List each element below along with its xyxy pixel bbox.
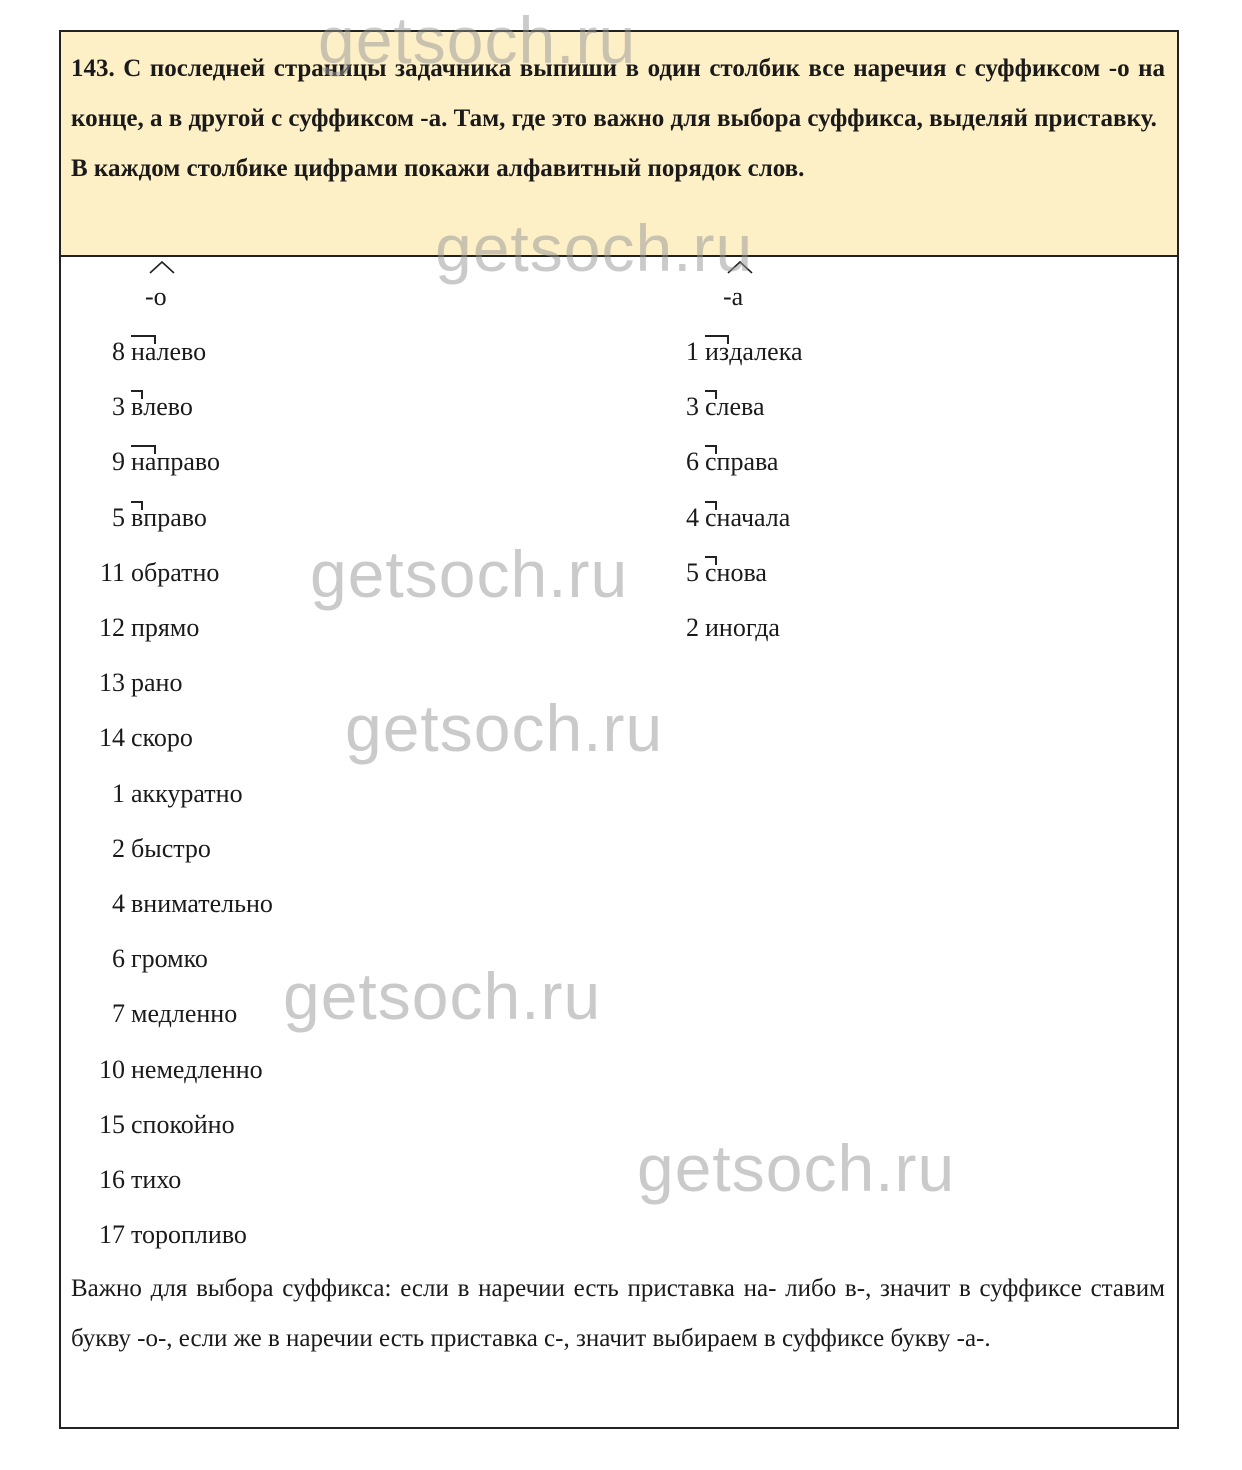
- adverb-stem: медленно: [131, 999, 238, 1029]
- watermark: getsoch.ru: [345, 691, 664, 765]
- adverb-word: [131, 387, 193, 427]
- adverb-stem: право: [143, 502, 207, 532]
- adverb-word: [131, 498, 207, 538]
- adverb-word: [131, 442, 220, 482]
- adverb-stem: обратно: [131, 557, 220, 587]
- rule-note: [71, 1264, 1165, 1364]
- adverb-stem: прямо: [131, 613, 200, 642]
- adverb-row: [93, 939, 208, 979]
- order-number: 3: [112, 392, 125, 422]
- answer-frame: [59, 30, 1179, 1429]
- adverb-stem: иногда: [705, 613, 780, 642]
- adverb-stem: лево: [143, 392, 193, 422]
- adverb-stem: лева: [716, 392, 765, 422]
- adverb-stem: лево: [156, 337, 207, 366]
- watermark: getsoch.ru: [637, 1131, 956, 1205]
- order-number: 15: [99, 1109, 125, 1139]
- adverb-row: [93, 498, 207, 538]
- adverb-stem: громко: [131, 944, 208, 974]
- adverb-stem: быстро: [131, 833, 211, 863]
- adverb-stem: рано: [131, 668, 183, 698]
- suffix-a-header: [723, 282, 743, 312]
- watermark: getsoch.ru: [310, 537, 629, 611]
- adverb-row: [93, 994, 237, 1034]
- adverb-stem: скоро: [131, 723, 193, 753]
- task-instruction: С последней страницы задачника выпиши в один столбик все наречия с суффиксом -о на конце, а в другой с суффиксом -а. Там, где это важно для выбора суффикса, выделяй приставку.: [71, 55, 1166, 132]
- order-number: 13: [99, 668, 125, 698]
- order-number: 9: [112, 447, 125, 477]
- adverb-word: [131, 663, 182, 703]
- order-number: 6: [686, 447, 699, 477]
- adverb-word: [131, 994, 237, 1034]
- adverb-word: [131, 884, 273, 924]
- adverb-stem: права: [716, 447, 779, 477]
- adverb-row: [679, 608, 780, 648]
- adverb-stem: далека: [729, 337, 803, 366]
- prefix-mark: в: [131, 387, 143, 427]
- task-text: [71, 44, 1165, 144]
- watermark: getsoch.ru: [283, 959, 602, 1033]
- adverb-stem: торопливо: [131, 1220, 247, 1250]
- adverb-word: [131, 553, 219, 593]
- order-number: 7: [112, 999, 125, 1029]
- adverb-row: [93, 332, 206, 372]
- adverb-word: [131, 939, 208, 979]
- adverb-stem: немедленно: [131, 1054, 263, 1084]
- adverb-stem: начала: [716, 502, 791, 532]
- adverb-row: [93, 442, 220, 482]
- suffix-o-label: -о: [145, 282, 167, 311]
- adverb-row: [679, 387, 765, 427]
- order-number: 2: [112, 833, 125, 863]
- order-number: 12: [99, 613, 125, 642]
- adverb-row: [679, 553, 767, 593]
- adverb-word: [705, 553, 767, 593]
- adverb-row: [93, 774, 243, 814]
- adverb-stem: тихо: [131, 1165, 182, 1194]
- adverb-word: [131, 1160, 181, 1200]
- watermark: getsoch.ru: [318, 3, 637, 77]
- adverb-row: [93, 718, 193, 758]
- order-number: 3: [686, 392, 699, 422]
- adverb-word: [131, 718, 193, 758]
- adverb-word: [131, 1105, 235, 1145]
- suffix-arc-icon: [727, 260, 753, 274]
- prefix-mark: из: [705, 332, 729, 372]
- adverb-word: [705, 442, 778, 482]
- adverb-stem: спокойно: [131, 1109, 235, 1139]
- adverb-row: [679, 498, 790, 538]
- order-number: 4: [112, 889, 125, 918]
- order-number: 16: [99, 1165, 125, 1194]
- adverb-word: [131, 1050, 263, 1090]
- prefix-mark: с: [705, 553, 717, 593]
- adverb-row: [93, 608, 199, 648]
- adverb-stem: нова: [716, 557, 767, 587]
- adverb-stem: внимательно: [131, 889, 273, 918]
- rule-note-text: Важно для выбора суффикса: если в наречии есть приставка на- либо в-, значит в суффиксе ставим букву -о-, если же в наречии есть приставка с-, значит выбираем в суффиксе букву -а-.: [71, 1275, 1165, 1352]
- task-number: 143.: [71, 55, 115, 82]
- prefix-mark: с: [705, 387, 717, 427]
- order-number: 1: [112, 778, 125, 808]
- order-number: 4: [686, 502, 699, 532]
- adverb-row: [93, 1050, 263, 1090]
- adverb-word: [705, 608, 780, 648]
- prefix-mark: с: [705, 442, 717, 482]
- adverb-word: [705, 387, 765, 427]
- prefix-mark: в: [131, 498, 143, 538]
- adverb-word: [131, 1215, 247, 1255]
- prefix-mark: на: [131, 442, 156, 482]
- adverb-row: [93, 829, 211, 869]
- adverb-stem: аккуратно: [131, 778, 243, 808]
- adverb-word: [131, 774, 243, 814]
- adverb-row: [93, 663, 182, 703]
- suffix-o-header: [145, 282, 167, 312]
- order-number: 14: [99, 723, 125, 753]
- order-number: 5: [686, 557, 699, 587]
- adverb-row: [93, 553, 219, 593]
- prefix-mark: на: [131, 332, 156, 372]
- order-number: 11: [99, 557, 125, 587]
- adverb-word: [705, 332, 802, 372]
- adverb-row: [93, 387, 193, 427]
- adverb-row: [679, 442, 778, 482]
- order-number: 2: [686, 613, 699, 642]
- adverb-word: [131, 608, 199, 648]
- adverb-stem: право: [156, 447, 221, 477]
- adverb-row: [93, 1105, 235, 1145]
- adverb-word: [131, 332, 206, 372]
- adverb-row: [679, 332, 802, 372]
- order-number: 6: [112, 944, 125, 974]
- order-number: 1: [686, 337, 699, 366]
- task-instruction-order: В каждом столбике цифрами покажи алфавитный порядок слов.: [71, 155, 805, 182]
- adverb-word: [705, 498, 790, 538]
- adverb-word: [131, 829, 211, 869]
- adverb-row: [93, 884, 273, 924]
- suffix-arc-icon: [149, 260, 175, 274]
- prefix-mark: с: [705, 498, 717, 538]
- order-number: 10: [99, 1054, 125, 1084]
- suffix-a-label: -а: [723, 282, 744, 311]
- adverb-row: [93, 1215, 247, 1255]
- order-number: 17: [99, 1220, 125, 1250]
- adverb-row: [93, 1160, 181, 1200]
- order-number: 5: [112, 502, 125, 532]
- order-number: 8: [112, 337, 125, 366]
- watermark: getsoch.ru: [435, 211, 754, 285]
- task-box: [61, 32, 1177, 257]
